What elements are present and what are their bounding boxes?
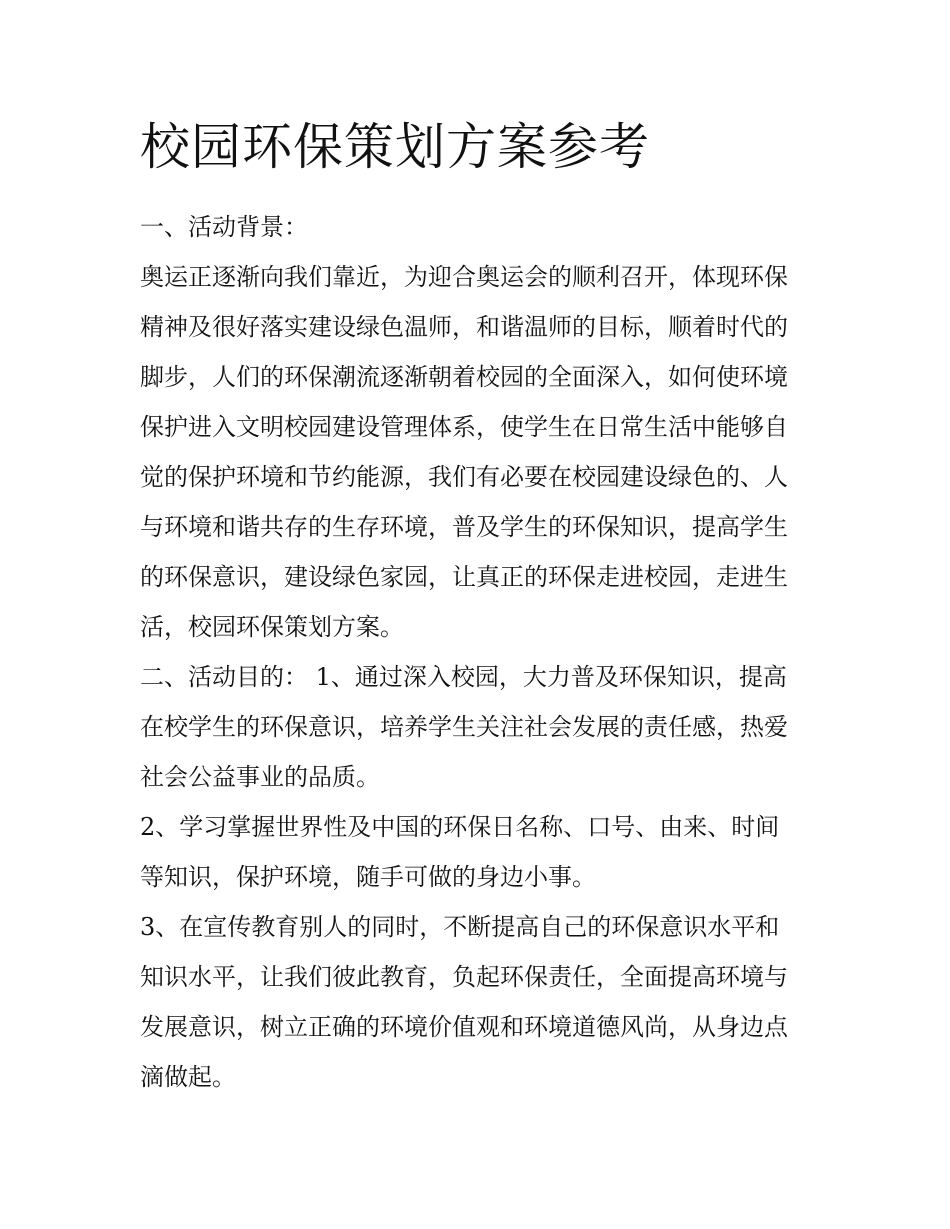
document-body (140, 202, 812, 1102)
text-line: 等知识，保护环境，随手可做的身边小事。 (140, 863, 596, 891)
text-line: 精神及很好落实建设绿色温师，和谐温师的目标，顺着时代的 (140, 313, 788, 341)
paragraph-purpose-2 (140, 802, 812, 902)
text-line: 脚步，人们的环保潮流逐渐朝着校园的全面深入，如何使环境 (140, 363, 788, 391)
document-title: 校园环保策划方案参考 (140, 118, 650, 176)
text-line: 二、活动目的： 1、通过深入校园，大力普及环保知识，提高 (140, 663, 787, 691)
text-line: 的环保意识，建设绿色家园，让真正的环保走进校园，走进生 (140, 563, 788, 591)
text-line: 奥运正逐渐向我们靠近，为迎合奥运会的顺利召开，体现环保 (140, 263, 788, 291)
text-line: 觉的保护环境和节约能源，我们有必要在校园建设绿色的、人 (140, 463, 788, 491)
paragraph-purpose-3 (140, 902, 812, 1102)
text-line: 保护进入文明校园建设管理体系，使学生在日常生活中能够自 (140, 413, 788, 441)
document-page (140, 112, 812, 1102)
text-line: 3、在宣传教育别人的同时，不断提高自己的环保意识水平和 (140, 913, 780, 941)
text-line: 活，校园环保策划方案。 (140, 613, 404, 641)
text-line: 社会公益事业的品质。 (140, 763, 380, 791)
paragraph-background-heading (140, 202, 812, 252)
paragraph-background (140, 252, 812, 652)
paragraph-purpose (140, 652, 812, 802)
text-line: 在校学生的环保意识，培养学生关注社会发展的责任感，热爱 (140, 713, 788, 741)
text-line: 一、活动背景： (140, 213, 308, 241)
text-line: 滴做起。 (140, 1063, 236, 1091)
text-line: 2、学习掌握世界性及中国的环保日名称、口号、由来、时间 (140, 813, 780, 841)
text-line: 知识水平，让我们彼此教育，负起环保责任，全面提高环境与 (140, 963, 788, 991)
text-line: 与环境和谐共存的生存环境，普及学生的环保知识，提高学生 (140, 513, 788, 541)
text-line: 发展意识，树立正确的环境价值观和环境道德风尚，从身边点 (140, 1013, 788, 1041)
